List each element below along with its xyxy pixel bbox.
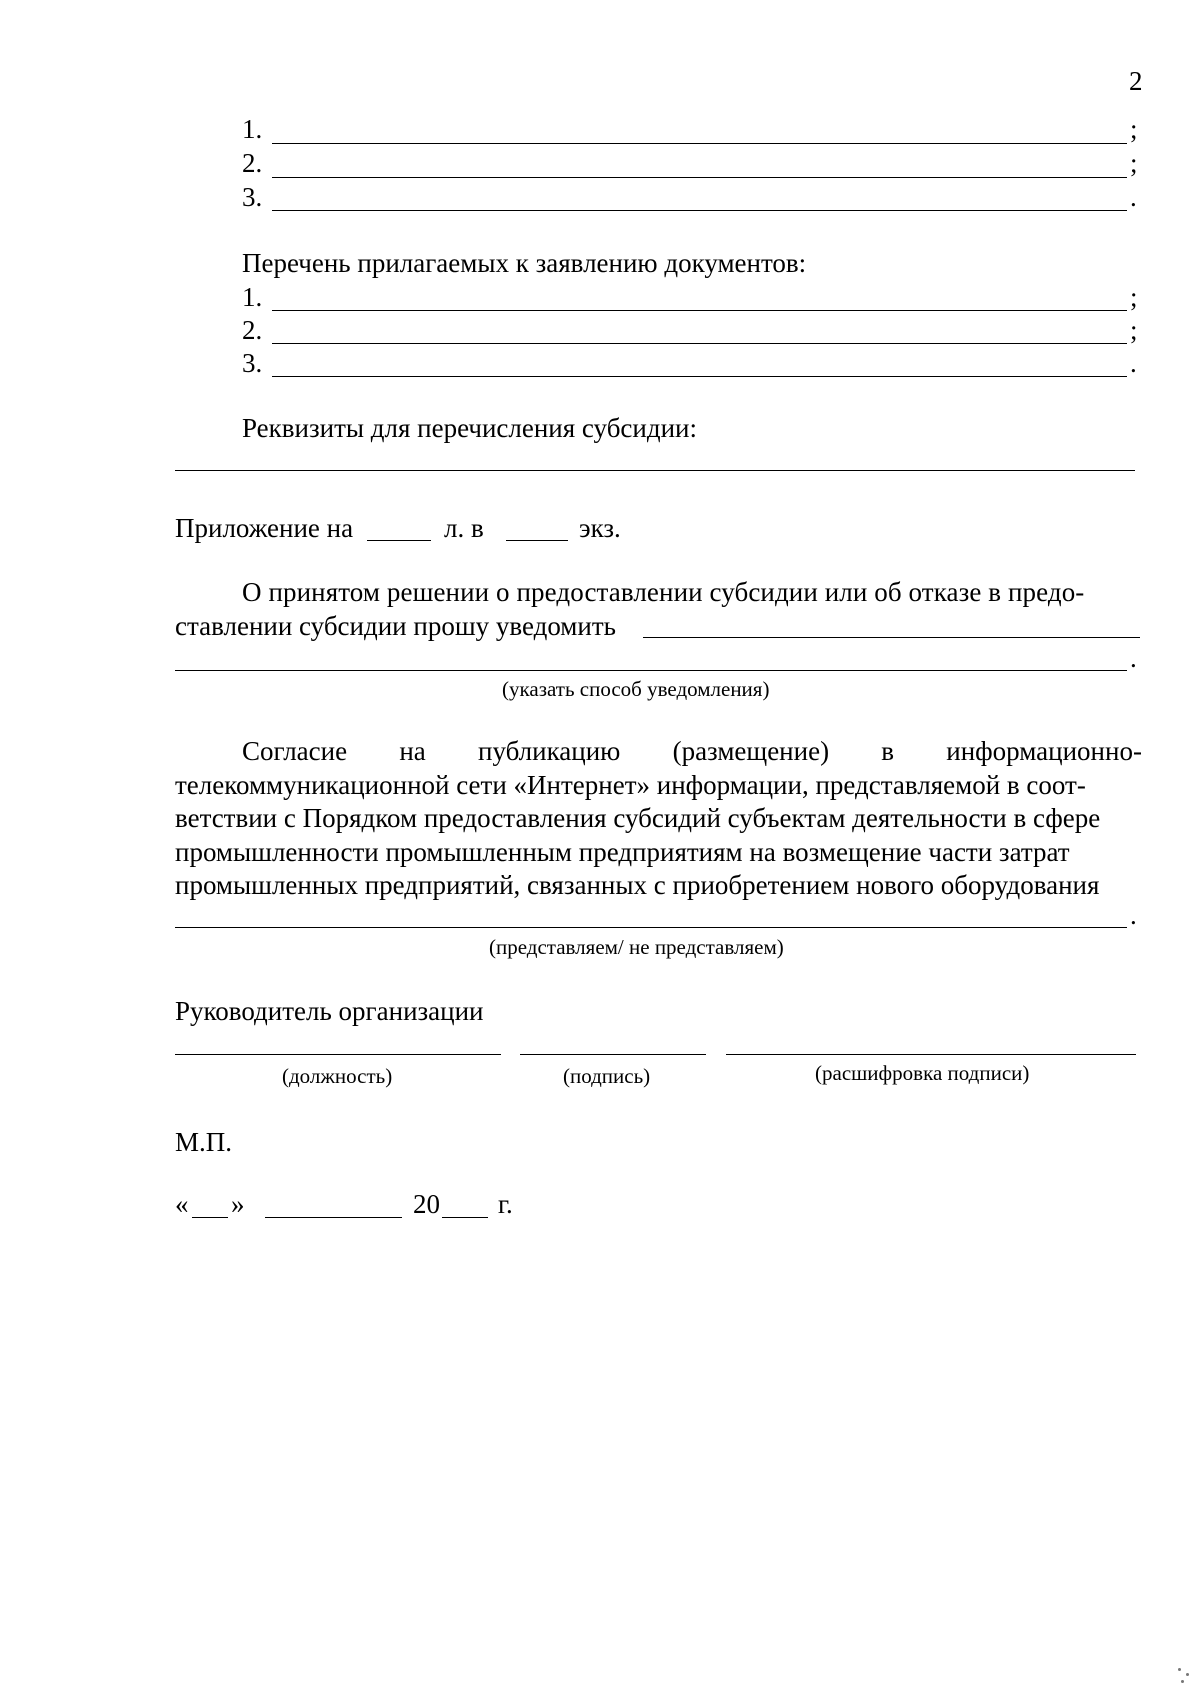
notification-caption: (указать способ уведомления) — [502, 677, 770, 701]
signature-caption: (подпись) — [563, 1064, 651, 1088]
consent-line-5: промышленных предприятий, связанных с приобретением нового оборудования — [175, 870, 1100, 900]
list-item-end: ; — [1130, 148, 1138, 178]
fill-line[interactable] — [272, 210, 1127, 211]
consent-line-2: телекоммуникационной сети «Интернет» информации, представляемой в соот- — [175, 770, 1086, 800]
attachment-pages-field[interactable] — [367, 540, 431, 541]
notification-fill-line-2[interactable] — [175, 670, 1127, 671]
consent-fill-line[interactable] — [175, 927, 1127, 928]
scan-speck — [1186, 1673, 1189, 1676]
consent-word: информационно- — [946, 736, 1142, 766]
date-open-quote: « — [175, 1189, 189, 1219]
fill-line[interactable] — [272, 310, 1127, 311]
consent-line-4: промышленности промышленным предприятиям на возмещение части затрат — [175, 837, 1070, 867]
notification-line-1: О принятом решении о предоставлении субсидии или об отказе в предо- — [242, 577, 1085, 607]
signature-field[interactable] — [520, 1054, 706, 1055]
fill-line[interactable] — [272, 376, 1127, 377]
requisites-fill-line[interactable] — [175, 470, 1135, 471]
list-item-end: ; — [1130, 114, 1138, 144]
attachment-prefix: Приложение на — [175, 513, 354, 543]
position-field[interactable] — [175, 1054, 501, 1055]
fill-line[interactable] — [272, 177, 1127, 178]
documents-heading: Перечень прилагаемых к заявлению документов: — [242, 248, 807, 278]
list-item-number: 2. — [242, 148, 263, 178]
signature-heading: Руководитель организации — [175, 996, 484, 1026]
date-year-field[interactable] — [442, 1217, 488, 1218]
page-number: 2 — [1129, 66, 1143, 96]
list-item-end: . — [1130, 182, 1137, 212]
signature-decoding-field[interactable] — [726, 1054, 1136, 1055]
requisites-heading: Реквизиты для перечисления субсидии: — [242, 413, 698, 443]
list-item-number: 3. — [242, 182, 263, 212]
date-year-suffix: г. — [498, 1189, 513, 1219]
list-item-end: ; — [1130, 282, 1138, 312]
notification-end: . — [1130, 643, 1137, 673]
list-item-number: 1. — [242, 114, 263, 144]
stamp-label: М.П. — [175, 1127, 233, 1157]
consent-word: публикацию — [478, 736, 621, 766]
scan-speck — [1181, 1680, 1184, 1683]
consent-word: на — [399, 736, 426, 766]
notification-fill-line-1[interactable] — [643, 637, 1140, 638]
scan-speck — [1178, 1668, 1181, 1671]
list-item-number: 2. — [242, 315, 263, 345]
consent-word: в — [881, 736, 895, 766]
list-item-end: . — [1130, 348, 1137, 378]
date-close-quote: » — [231, 1189, 245, 1219]
position-caption: (должность) — [282, 1064, 393, 1088]
list-item-end: ; — [1130, 315, 1138, 345]
fill-line[interactable] — [272, 343, 1127, 344]
list-item-number: 1. — [242, 282, 263, 312]
consent-line-1 — [242, 735, 1142, 767]
fill-line[interactable] — [272, 143, 1127, 144]
consent-end: . — [1130, 900, 1137, 930]
date-day-field[interactable] — [192, 1217, 228, 1218]
list-item-number: 3. — [242, 348, 263, 378]
consent-word: Согласие — [242, 736, 348, 766]
consent-word: (размещение) — [672, 736, 830, 766]
date-year-prefix: 20 — [413, 1189, 440, 1219]
signature-decoding-caption: (расшифровка подписи) — [815, 1061, 1030, 1085]
attachment-middle: л. в — [444, 513, 484, 543]
notification-line-2: ставлении субсидии прошу уведомить — [175, 611, 616, 641]
date-month-field[interactable] — [265, 1217, 402, 1218]
consent-caption: (представляем/ не представляем) — [489, 935, 784, 959]
consent-line-3: ветствии с Порядком предоставления субсидий субъектам деятельности в сфере — [175, 803, 1101, 833]
attachment-suffix: экз. — [579, 513, 621, 543]
attachment-copies-field[interactable] — [506, 540, 568, 541]
